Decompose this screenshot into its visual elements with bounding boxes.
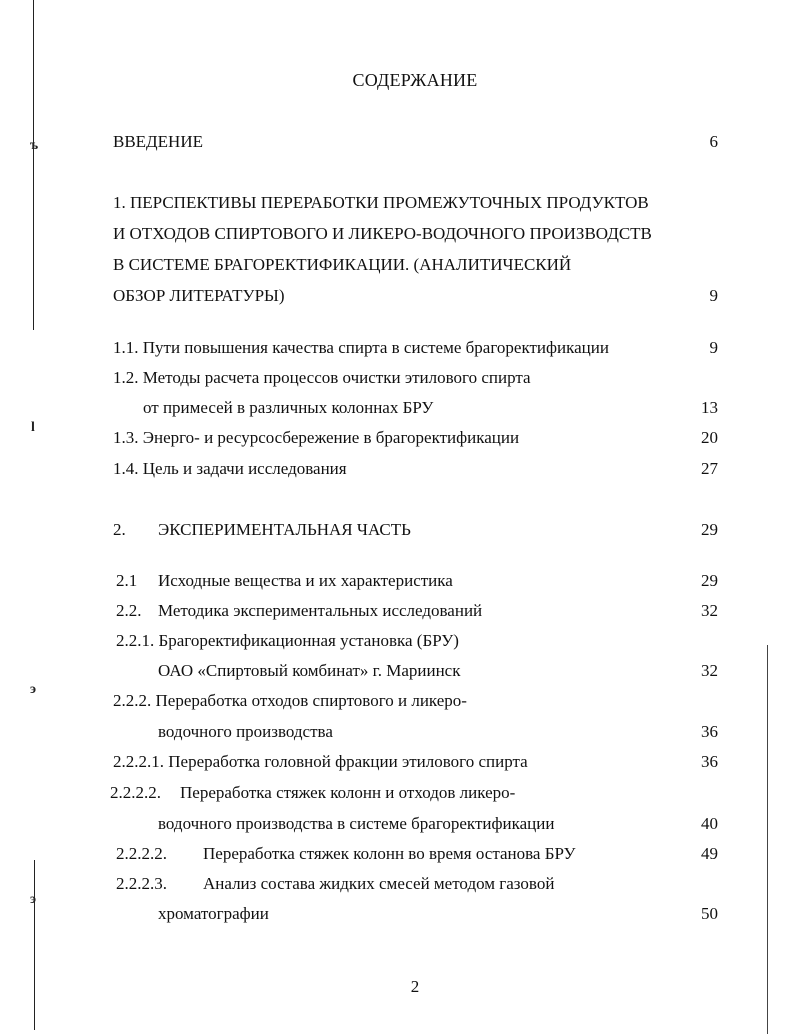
toc-entry-page: 27 [701,459,718,478]
toc-entry-text: 1.3. Энерго- и ресурсосбережение в брагоректификации [113,428,520,447]
toc-entry-text: Исходные вещества и их характеристика [158,571,453,590]
toc-entry-page: 6 [709,132,718,151]
scan-edge-line-right [767,645,768,1034]
toc-entry-text: ОАО «Спиртовый комбинат» г. Мариинск [158,661,461,680]
page-title: СОДЕРЖАНИЕ [352,70,478,90]
toc-entry-page: 50 [701,904,718,923]
toc-entry-number: 2. [113,520,126,539]
scan-artifact-mark: э [30,892,37,907]
toc-entry-text: от примесей в различных колоннах БРУ [143,398,434,417]
toc-entry-text: хроматографии [158,904,269,923]
toc-entry-page: 32 [701,601,718,620]
toc-entry-number: 2.2.2.2. [116,844,167,863]
scan-artifact-mark: э [30,682,37,697]
toc-entry-text: Переработка стяжек колонн во время останова БРУ [203,844,576,863]
toc-entry-text: В СИСТЕМЕ БРАГОРЕКТИФИКАЦИИ. (АНАЛИТИЧЕСКИЙ [113,255,572,274]
toc-entry-page: 36 [701,722,718,741]
toc-entry-text: водочного производства [158,722,333,741]
toc-entry-page: 20 [701,428,718,447]
toc-entry-page: 9 [709,338,718,357]
toc-entry-text: Переработка стяжек колонн и отходов ликеро- [180,783,516,802]
page-number: 2 [410,977,420,996]
toc-entry-text: Методика экспериментальных исследований [158,601,483,620]
scan-edge-line [33,0,34,330]
toc-entry-page: 29 [701,520,718,539]
scan-artifact-mark: ъ [30,138,39,153]
toc-entry-page: 32 [701,661,718,680]
toc-entry-page: 9 [709,286,718,305]
toc-entry-page: 49 [701,844,718,863]
scan-artifact-mark: l [31,420,35,435]
toc-entry-page: 13 [701,398,718,417]
toc-entry-text: 1. ПЕРСПЕКТИВЫ ПЕРЕРАБОТКИ ПРОМЕЖУТОЧНЫХ ПРОДУКТОВ [113,193,649,212]
toc-entry-text: ОБЗОР ЛИТЕРАТУРЫ) [113,286,285,305]
toc-entry-text: 2.2.2.1. Переработка головной фракции этилового спирта [113,752,528,771]
toc-entry-number: 2.2.2.3. [116,874,167,893]
toc-entry-text: 1.2. Методы расчета процессов очистки этилового спирта [113,368,531,387]
toc-entry-text: ВВЕДЕНИЕ [113,132,203,151]
toc-entry-text: водочного производства в системе брагоректификации [158,814,555,833]
toc-entry-number: 2.2. [116,601,142,620]
scan-edge-line-lower [34,860,35,1030]
toc-entry-text: И ОТХОДОВ СПИРТОВОГО И ЛИКЕРО-ВОДОЧНОГО ПРОИЗВОДСТВ [113,224,652,243]
toc-entry-text: 2.2.2. Переработка отходов спиртового и ликеро- [113,691,467,710]
toc-entry-text: 2.2.1. Брагоректификационная установка (БРУ) [116,631,459,650]
toc-entry-page: 36 [701,752,718,771]
toc-entry-text: 1.1. Пути повышения качества спирта в системе брагоректификации [113,338,609,357]
toc-entry-text: ЭКСПЕРИМЕНТАЛЬНАЯ ЧАСТЬ [158,520,411,539]
toc-entry-text: Анализ состава жидких смесей методом газовой [203,874,555,893]
toc-entry-page: 29 [701,571,718,590]
toc-entry-number: 2.1 [116,571,138,590]
toc-entry-text: 1.4. Цель и задачи исследования [113,459,347,478]
toc-entry-page: 40 [701,814,718,833]
toc-entry-number: 2.2.2.2. [110,783,161,802]
